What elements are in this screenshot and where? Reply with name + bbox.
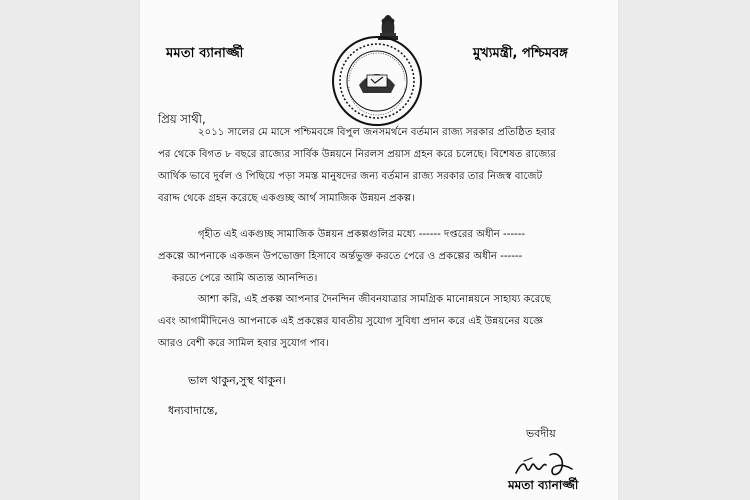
salutation: প্রিয় সাথী, xyxy=(158,112,206,126)
paragraph-line: ২০১১ সালের মে মাসে পশ্চিমবঙ্গে বিপুল জনসমর্থনে বর্তমান রাজ্য সরকার প্রতিষ্ঠিত হবার xyxy=(198,127,556,138)
paragraph-line: গৃহীত এই একগুচ্ছ সামাজিক উন্নয়ন প্রকল্পগুলির মধ্যে ------ দপ্তরের অধীন ------ xyxy=(198,229,526,240)
paragraph-2 xyxy=(158,224,598,290)
government-seal-icon xyxy=(331,35,423,127)
closing-greeting: ভাল থাকুন,সুস্থ থাকুন। xyxy=(188,374,286,387)
yours-faithfully: ভবদীয় xyxy=(526,427,556,440)
paragraph-line: আরও বেশী করে সামিল হবার সুযোগ পাব। xyxy=(158,338,329,349)
paragraph-line: বরাদ্দ থেকে গ্রহন করেছে একগুচ্ছ আর্থ সামাজিক উন্নয়ন প্রকল্প। xyxy=(158,193,415,204)
handwritten-signature xyxy=(510,447,582,481)
paragraph-line: পর থেকে বিগত ৮ বছরে রাজ্যের সার্বিক উন্নয়নে নিরলস প্রয়াস গ্রহন করে চলেছে। বিশেষত রাজ্যের xyxy=(158,149,556,160)
paragraph-3 xyxy=(158,289,598,355)
paragraph-line: আর্থিক ভাবে দুর্বল ও পিছিয়ে পড়া সমস্ত মানুষদের জন্য বর্তমান রাজ্য সরকার তার নিজস্ব বাজেট xyxy=(158,171,543,182)
closing-thanks: ধন্যবাদান্তে, xyxy=(168,404,218,417)
signer-name: মমতা ব্যানার্জ্জী xyxy=(508,478,579,492)
sender-title: মুখ্যমন্ত্রী, পশ্চিমবঙ্গ xyxy=(473,46,568,61)
paragraph-line: প্রকল্পে আপনাকে একজন উপভোক্তা হিসাবে অর্ন্তভুক্ত করতে পেরে ও প্রকল্পের অধীন ------ xyxy=(158,251,523,262)
paragraph-line: এবং আগামীদিনেও আপনাকে এই প্রকল্পের যাবতীয় সুযোগ সুবিধা প্রদান করে এই উন্নয়নের যজ্ঞে xyxy=(158,316,543,327)
sender-name: মমতা ব্যানার্জ্জী xyxy=(166,46,244,61)
paragraph-1 xyxy=(158,122,598,210)
paragraph-line: করতে পেরে আমি অত্যন্ত আনন্দিত। xyxy=(172,273,318,284)
paragraph-line: আশা করি, এই প্রকল্প আপনার দৈনন্দিন জীবনযাত্রার সামগ্রিক মানোন্নয়নে সাহায্য করেছে xyxy=(198,294,551,305)
